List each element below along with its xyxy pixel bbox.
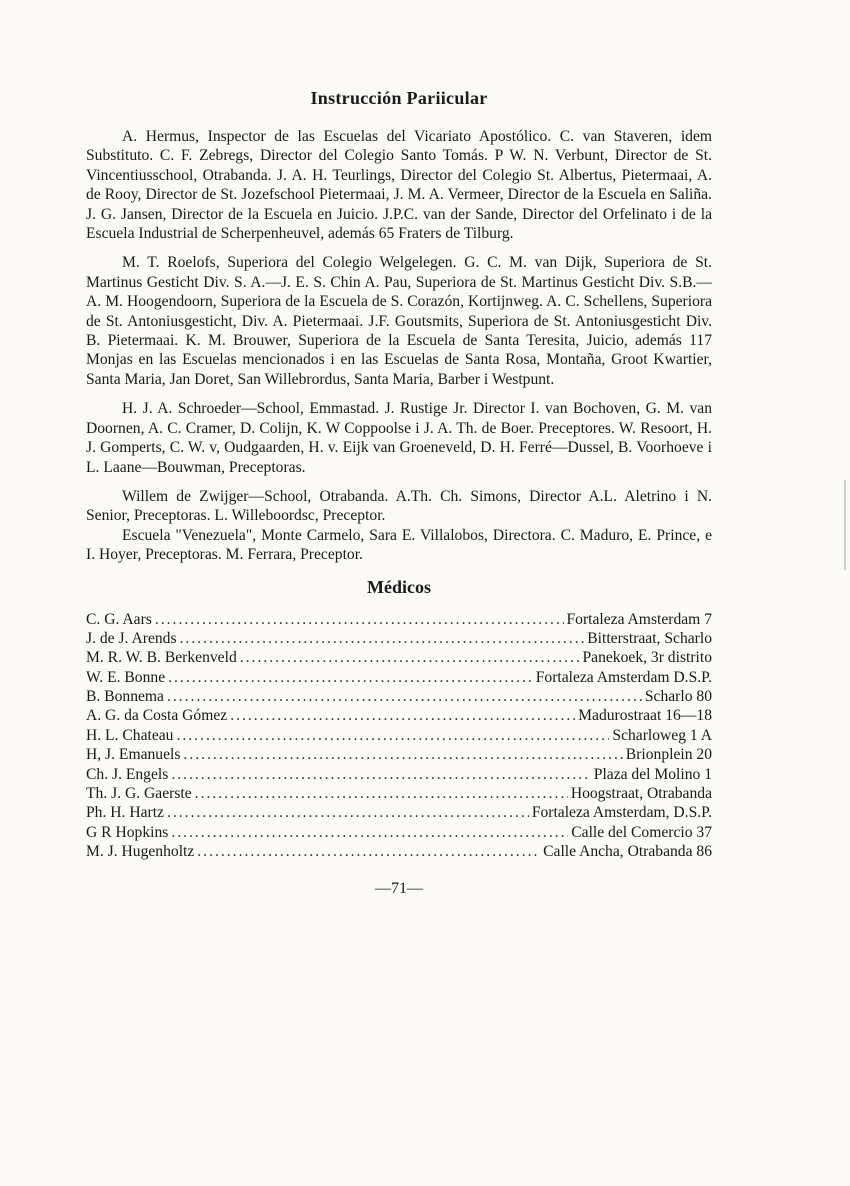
medicos-title: Médicos (367, 576, 431, 597)
page-number: —71— (375, 879, 423, 897)
paragraph-escuela-venezuela: Escuela "Venezuela", Monte Carmelo, Sara E. Villalobos, Directora. C. Maduro, E. Prince, e I. Hoyer, Preceptoras. M. Ferrara, Preceptor. (86, 526, 712, 564)
list-item: M. R. W. B. Berkenveld ..... Panekoek, 3r distrito (86, 648, 712, 667)
page-content (86, 88, 712, 898)
paragraph-superioras: M. T. Roelofs, Superiora del Colegio Welgelegen. G. C. M. van Dijk, Superiora de St. Martinus Gesticht Div. S. A.—J. E. S. Chin A. Pau, Superiora de St. Martinus Gesticht Div. S.B.—A. M. Hoogendoorn, Superiora de la Escuela de S. Corazón, Kortijnweg. A. C. Schellens, Superiora de St. Antoniusgesticht, Div. A. Pietermaai. J.F. Goutsmits, Superiora de St. Antoniusgesticht Div. B. Pietermaai. K. M. Brouwer, Superiora de la Escuela de Santa Teresita, Juicio, además 117 Monjas en las Escuelas mencionados i en las Escuelas de Santa Rosa, Montaña, Groot Kwartier, Santa Maria, Jan Doret, San Willebrordus, Santa Maria, Barber i Westpunt. (86, 254, 712, 388)
paragraph-willem-de-zwijger: Willem de Zwijger—School, Otrabanda. A.Th. Ch. Simons, Director A.L. Aletrino i N. Senior, Preceptoras. L. Willeboordsc, Preceptor. (86, 487, 712, 525)
list-item: G R Hopkins ..... Calle del Comercio 37 (86, 823, 712, 842)
list-item: Ch. J. Engels ..... Plaza del Molino 1 (86, 765, 712, 784)
list-item: C. G. Aars ..... Fortaleza Amsterdam 7 (86, 610, 712, 629)
list-item: M. J. Hugenholtz ..... Calle Ancha, Otrabanda 86 (86, 842, 712, 861)
page-edge-mark (844, 480, 846, 570)
instruccion-title: Instrucción Pariicular (310, 88, 488, 108)
medicos-list (86, 610, 712, 862)
list-item: H. L. Chateau ..... Scharloweg 1 A (86, 726, 712, 745)
paragraph-inspectors: A. Hermus, Inspector de las Escuelas del Vicariato Apostólico. C. van Staveren, idem Substituto. C. F. Zebregs, Director del Colegio Santo Tomás. P W. N. Verbunt, Director de St. Vincentiusschool, Otrabanda. J. A. H. Teurlings, Director del Colegio St. Albertus, Pietermaai, A. de Rooy, Director de St. Jozefschool Pietermaai, J. M. A. Vermeer, Director de la Escuela en Saliña. J. G. Jansen, Director de la Escuela en Juicio. J.P.C. van der Sande, Director del Orfelinato i de la Escuela Industrial de Scherpenheuvel, además 65 Fraters de Tilburg. (86, 128, 712, 243)
list-item: Ph. H. Hartz ..... Fortaleza Amsterdam, D.S.P. (86, 803, 712, 822)
paragraph-schroeder-school: H. J. A. Schroeder—School, Emmastad. J. Rustige Jr. Director I. van Bochoven, G. M. van Doornen, A. C. Cramer, D. Colijn, K. W Coppoolse i J. A. Th. de Boer. Preceptores. W. Resoort, H. J. Gomperts, C. W. v, Oudgaarden, H. v. Eijk van Groeneveld, D. H. Ferré—Dussel, B. Voorhoeve i L. Laane—Bouwman, Preceptoras. (86, 400, 712, 476)
list-item: H, J. Emanuels ..... Brionplein 20 (86, 745, 712, 764)
list-item: A. G. da Costa Gómez ..... Madurostraat 16—18 (86, 706, 712, 725)
list-item: B. Bonnema ..... Scharlo 80 (86, 687, 712, 706)
list-item: W. E. Bonne ..... Fortaleza Amsterdam D.S.P. (86, 668, 712, 687)
list-item: J. de J. Arends ..... Bitterstraat, Scharlo (86, 629, 712, 648)
list-item: Th. J. G. Gaerste ..... Hoogstraat, Otrabanda (86, 784, 712, 803)
